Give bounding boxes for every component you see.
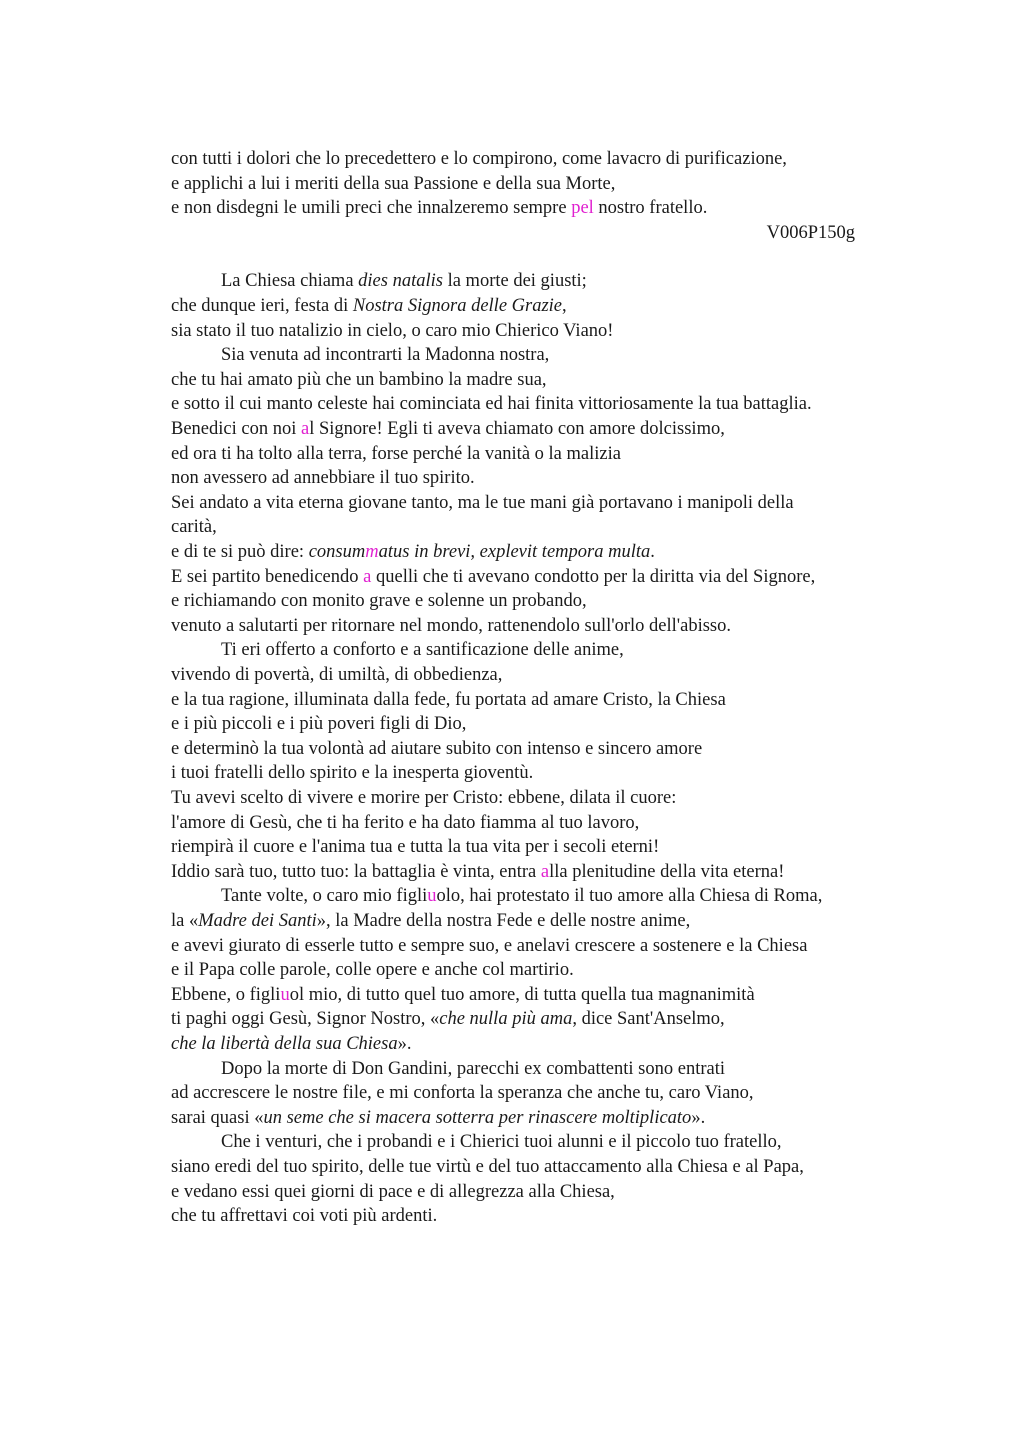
- text-span: e richiamando con monito grave e solenne un probando,: [171, 591, 587, 612]
- text-line: [171, 368, 547, 393]
- highlighted-correction: pel: [571, 198, 594, 219]
- text-span: E sei partito benedicendo: [171, 566, 364, 587]
- paragraph-first-line: [221, 1057, 725, 1082]
- text-line: [171, 1204, 437, 1229]
- text-line: [171, 565, 815, 590]
- italic-text: atus in brevi, explevit tempora multa: [378, 542, 651, 562]
- text-span: siano eredi del tuo spirito, delle tue virtù e del tuo attaccamento alla Chiesa e al Papa,: [171, 1157, 804, 1177]
- text-line: [171, 515, 217, 540]
- text-line: [171, 663, 502, 688]
- text-span: l Signore! Egli ti aveva chiamato con amore dolcissimo,: [309, 419, 725, 439]
- text-span: quelli che ti avevano condotto per la diritta via del Signore,: [371, 566, 816, 587]
- text-span: vivendo di povertà, di umiltà, di obbedienza,: [171, 665, 503, 685]
- text-span: la morte dei giusti;: [442, 271, 587, 292]
- text-line: [171, 196, 707, 221]
- text-span: olo, hai protestato il tuo amore alla Chiesa di Roma,: [436, 886, 823, 907]
- paragraph-first-line: [221, 1130, 782, 1155]
- text-span: venuto a salutarti per ritornare nel mondo, rattenendolo sull'orlo dell'abisso.: [171, 615, 731, 636]
- text-line: [171, 172, 615, 197]
- text-line: [171, 1007, 725, 1032]
- highlighted-correction: u: [427, 886, 437, 907]
- text-span: Tu avevi scelto di vivere e morire per Cristo: ebbene, dilata il cuore:: [171, 788, 677, 808]
- text-span: che tu affrettavi coi voti più ardenti.: [171, 1206, 438, 1227]
- text-span: che dunque ieri, festa di: [171, 296, 353, 316]
- text-span: ol mio, di tutto quel tuo amore, di tutta quella tua magnanimità: [289, 984, 755, 1005]
- text-line: [171, 417, 725, 442]
- text-span: la «: [171, 911, 199, 931]
- text-span: Sei andato a vita eterna giovane tanto, ma le tue mani già portavano i manipoli della: [171, 492, 794, 513]
- text-span: , dice Sant'Anselmo,: [572, 1009, 725, 1030]
- text-line: [171, 294, 567, 319]
- text-span: Dopo la morte di Don Gandini, parecchi ex combattenti sono entrati: [221, 1058, 725, 1079]
- page-identifier: V006P150g: [766, 222, 855, 243]
- text-span: ».: [691, 1107, 706, 1128]
- text-line: [171, 319, 613, 344]
- text-line: [171, 491, 794, 516]
- italic-text: consum: [308, 542, 366, 562]
- text-span: e determinò la tua volontà ad aiutare subito con intenso e sincero amore: [171, 738, 703, 759]
- text-span: e la tua ragione, illuminata dalla fede, fu portata ad amare Cristo, la Chiesa: [171, 689, 726, 710]
- text-span: e avevi giurato di esserle tutto e sempre suo, e anelavi crescere a sostenere e la Chiesa: [171, 935, 808, 956]
- text-span: ,: [562, 296, 567, 316]
- text-line: [171, 442, 621, 467]
- text-span: e vedano essi quei giorni di pace e di allegrezza alla Chiesa,: [171, 1181, 615, 1202]
- paragraph-first-line: [221, 343, 549, 368]
- text-span: La Chiesa chiama: [221, 271, 359, 292]
- text-line: [171, 958, 574, 983]
- text-span: riempirà il cuore e l'anima tua e tutta la tua vita per i secoli eterni!: [171, 837, 660, 858]
- text-span: ad accrescere le nostre file, e mi conforta la speranza che anche tu, caro Viano,: [171, 1083, 754, 1104]
- text-line: [171, 909, 690, 934]
- text-span: Benedici con noi: [171, 419, 301, 439]
- text-span: con tutti i dolori che lo precedettero e lo compirono, come lavacro di purificazione,: [171, 149, 787, 169]
- paragraph-first-line: [221, 638, 624, 663]
- text-line: [171, 835, 659, 860]
- text-span: sia stato il tuo natalizio in cielo, o caro mio Chierico Viano!: [171, 320, 614, 341]
- text-line: [171, 737, 702, 762]
- text-span: », la Madre della nostra Fede e delle nostre anime,: [316, 911, 691, 931]
- paragraph-first-line: [221, 269, 587, 294]
- text-span: ti paghi oggi Gesù, Signor Nostro, «: [171, 1009, 440, 1030]
- text-span: carità,: [171, 517, 217, 538]
- text-span: l'amore di Gesù, che ti ha ferito e ha dato fiamma al tuo lavoro,: [171, 812, 640, 833]
- text-line: [171, 540, 655, 565]
- highlighted-correction: a: [363, 566, 372, 587]
- italic-text: dies natalis: [358, 271, 443, 292]
- italic-text: un seme che si macera sotterra per rinascere moltiplicato: [263, 1107, 692, 1128]
- text-line: [171, 614, 731, 639]
- text-line: [171, 1081, 754, 1106]
- text-span: e il Papa colle parole, colle opere e anche col martirio.: [171, 960, 574, 981]
- text-span: Ebbene, o figli: [171, 984, 281, 1005]
- text-span: i tuoi fratelli dello spirito e la inesperta gioventù.: [171, 763, 534, 784]
- italic-text: Madre dei Santi: [198, 911, 317, 931]
- text-line: [171, 392, 812, 417]
- text-line: [171, 1106, 705, 1131]
- text-span: che tu hai amato più che un bambino la madre sua,: [171, 369, 547, 390]
- text-line: [171, 1180, 615, 1205]
- text-line: [171, 1032, 411, 1057]
- paragraph-first-line: [221, 884, 822, 909]
- text-line: [171, 466, 475, 491]
- text-span: e non disdegni le umili preci che innalzeremo sempre: [171, 198, 572, 219]
- text-span: e applichi a lui i meriti della sua Passione e della sua Morte,: [171, 173, 616, 194]
- text-span: ».: [397, 1034, 412, 1054]
- text-span: e i più piccoli e i più poveri figli di Dio,: [171, 714, 467, 735]
- text-span: Sia venuta ad incontrarti la Madonna nostra,: [221, 345, 550, 366]
- highlighted-correction: a: [300, 419, 310, 439]
- text-span: Che i venturi, che i probandi e i Chierici tuoi alunni e il piccolo tuo fratello,: [221, 1132, 782, 1153]
- text-line: [171, 811, 639, 836]
- text-span: non avessero ad annebbiare il tuo spirito.: [171, 468, 475, 489]
- text-line: [171, 712, 466, 737]
- text-line: [171, 860, 784, 885]
- text-span: Tante volte, o caro mio figli: [221, 886, 428, 907]
- text-span: sarai quasi «: [171, 1107, 264, 1128]
- text-line: [171, 1155, 804, 1180]
- text-line: [171, 983, 755, 1008]
- text-line: [171, 761, 533, 786]
- italic-text: che nulla più ama: [439, 1009, 573, 1030]
- text-line: [171, 786, 676, 811]
- highlighted-correction: u: [280, 984, 290, 1005]
- highlighted-correction: m: [365, 542, 379, 562]
- highlighted-correction: a: [540, 861, 550, 882]
- text-line: [171, 147, 787, 172]
- text-span: e sotto il cui manto celeste hai cominciata ed hai finita vittoriosamente la tua battaglia.: [171, 394, 812, 415]
- text-line: [171, 589, 587, 614]
- text-span: Iddio sarà tuo, tutto tuo: la battaglia è vinta, entra: [171, 861, 541, 882]
- text-span: nostro fratello.: [593, 198, 708, 219]
- text-line: [171, 934, 807, 959]
- text-span: Ti eri offerto a conforto e a santificazione delle anime,: [221, 640, 624, 661]
- text-span: lla plenitudine della vita eterna!: [549, 861, 785, 882]
- text-span: ed ora ti ha tolto alla terra, forse perché la vanità o la malizia: [171, 443, 621, 464]
- text-span: e di te si può dire:: [171, 542, 309, 562]
- text-line: [171, 688, 726, 713]
- italic-text: Nostra Signora delle Grazie: [352, 296, 563, 316]
- italic-text: che la libertà della sua Chiesa: [171, 1034, 398, 1054]
- text-span: .: [650, 542, 655, 562]
